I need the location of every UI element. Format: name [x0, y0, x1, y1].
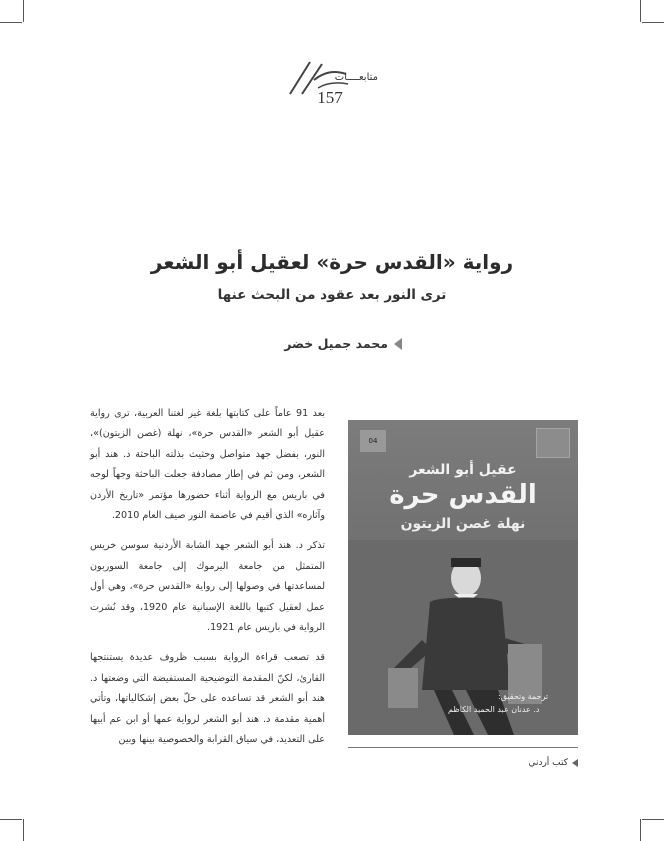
publisher-seal-icon — [536, 428, 570, 458]
crop-mark — [642, 22, 664, 23]
body-paragraph: بعد 91 عاماً على كتابتها بلغة غير لغتنا العربية، ترى رواية عقيل أبو الشعر «القدس حرة»، نهلة (غصن الزيتون)»، النور، بفضل جهد متواصل وحثيث بذلته الباحثة د. هند أبو الشعر، ومن ثم في إطار مصادفة جعلت الباحثة وجهاً لوجه في باريس مع الرواية أثناء حضورها مؤتمر «تاريخ الأردن وآثاره» الذي أقيم في عاصمة النور صيف العام 2010. — [90, 408, 325, 522]
triangle-bullet-icon — [572, 759, 578, 767]
cover-translator: د. عدنان عبد الحميد الكاظم — [448, 705, 540, 714]
crop-mark — [0, 22, 22, 23]
cover-title: القدس حرة — [389, 480, 537, 510]
series-badge: 04 — [360, 430, 386, 452]
section-label: متابعــــات — [334, 72, 378, 83]
cover-author: عقيل أبو الشعر — [409, 462, 517, 478]
crop-mark — [23, 0, 24, 22]
author-name: محمد جميل خضر — [284, 336, 388, 351]
article-title: رواية «القدس حرة» لعقيل أبو الشعر — [150, 250, 514, 274]
article-subtitle: ترى النور بعد عقود من البحث عنها — [217, 287, 447, 303]
crop-mark — [640, 0, 641, 22]
page-number: 157 — [317, 88, 343, 107]
caption-label: كتب أردني — [528, 758, 568, 768]
book-cover-image — [348, 420, 578, 735]
crop-mark — [640, 819, 641, 841]
author-byline — [240, 336, 402, 351]
image-caption — [500, 758, 578, 768]
article-body — [90, 404, 325, 761]
crop-mark — [642, 819, 664, 820]
cover-subtitle: نهلة غصن الزيتون — [400, 516, 526, 532]
body-paragraph: تذكر د. هند أبو الشعر جهد الشابة الأردنية سوسن خريس المتمثل من جامعة اليرموك إلى جامعة السوربون لمساعدتها في وصولها إلى رواية «القدس حرة»، وهي أول عمل لعقيل كتبها باللغة الإسبانية عام 1920، وقد نُشرت الرواية في باريس عام 1921. — [90, 540, 325, 634]
triangle-bullet-icon — [394, 338, 402, 350]
crop-mark — [23, 819, 24, 841]
crop-mark — [0, 819, 22, 820]
caption-divider — [348, 747, 578, 748]
running-header — [270, 48, 390, 118]
cover-credit-label: ترجمة وتحقيق: — [498, 692, 549, 701]
body-paragraph: قد تصعب قراءة الرواية بسبب ظروف عديدة يستنتجها القارئ، لكنّ المقدمة التوضيحية المستفيضة التي وضعتها د. هند أبو الشعر قد تساعده على حلّ بعض إشكالياتها، وتأتي أهمية مقدمة د. هند أبو الشعر لرواية عمها أو ابن عم أبيها على التعديد، في سياق القرابة والخصوصية بينها وبين — [90, 652, 325, 746]
